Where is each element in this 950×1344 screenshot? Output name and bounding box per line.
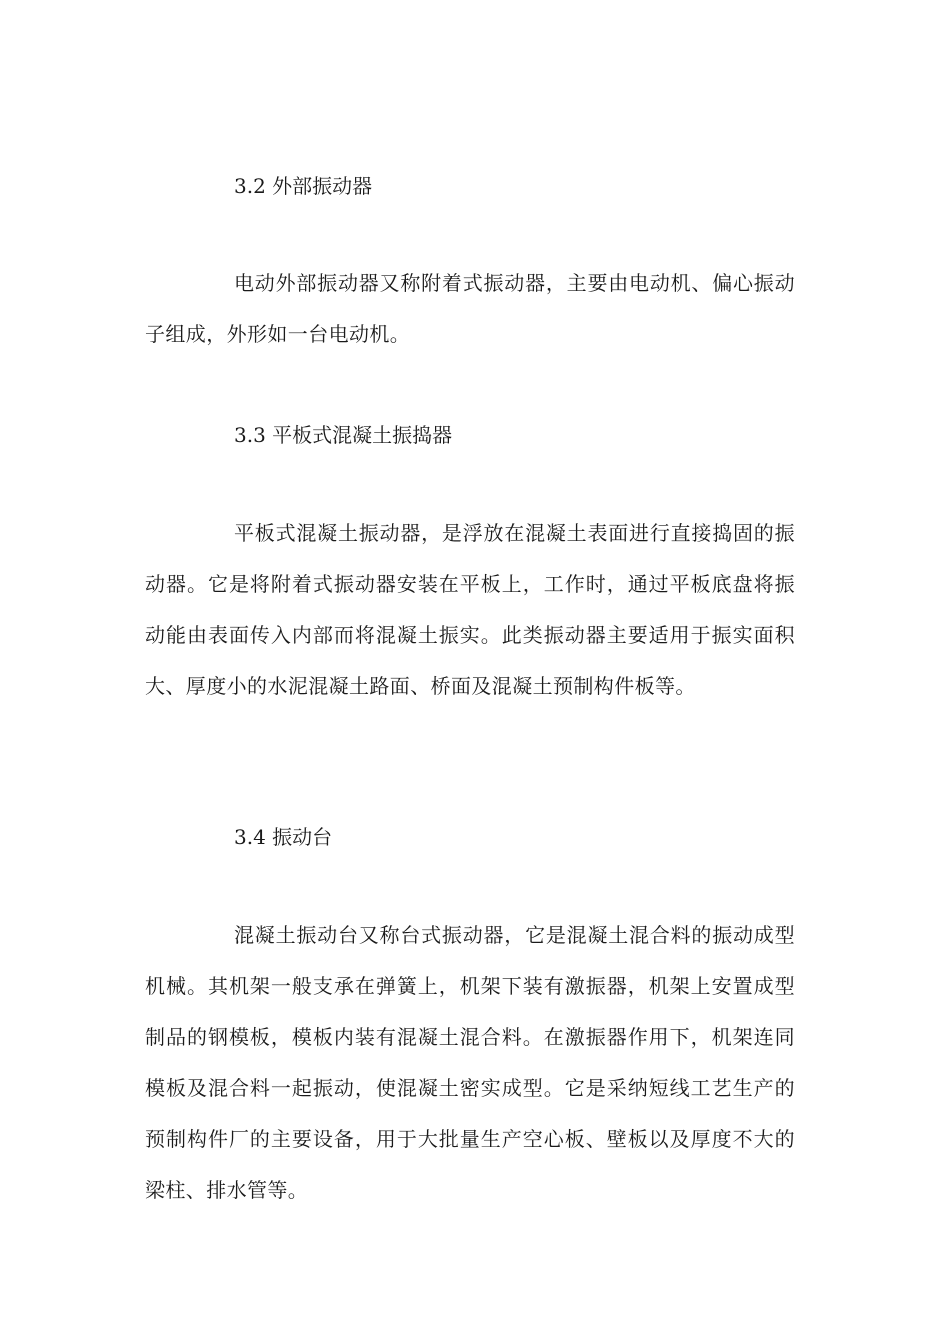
section-heading-3-2: 3.2 外部振动器 [234,174,373,198]
section-paragraph-3-3: 平板式混凝土振动器，是浮放在混凝土表面进行直接捣固的振动器。它是将附着式振动器安装在平板上，工作时，通过平板底盘将振动能由表面传入内部而将混凝土振实。此类振动器主要适用于振实面积大、厚度小的水泥混凝土路面、桥面及混凝土预制构件板等。 [145,521,795,698]
section-heading-3-4: 3.4 振动台 [234,825,333,849]
section-paragraph-3-2: 电动外部振动器又称附着式振动器，主要由电动机、偏心振动子组成，外形如一台电动机。 [145,271,795,346]
section-paragraph-3-4: 混凝土振动台又称台式振动器，它是混凝土混合料的振动成型机械。其机架一般支承在弹簧上，机架下装有激振器，机架上安置成型制品的钢模板，模板内装有混凝土混合料。在激振器作用下，机架连同模板及混合料一起振动，使混凝土密实成型。它是采纳短线工艺生产的预制构件厂的主要设备，用于大批量生产空心板、壁板以及厚度不大的梁柱、排水管等。 [145,923,795,1202]
section-heading-3-3: 3.3 平板式混凝土振捣器 [234,423,453,447]
